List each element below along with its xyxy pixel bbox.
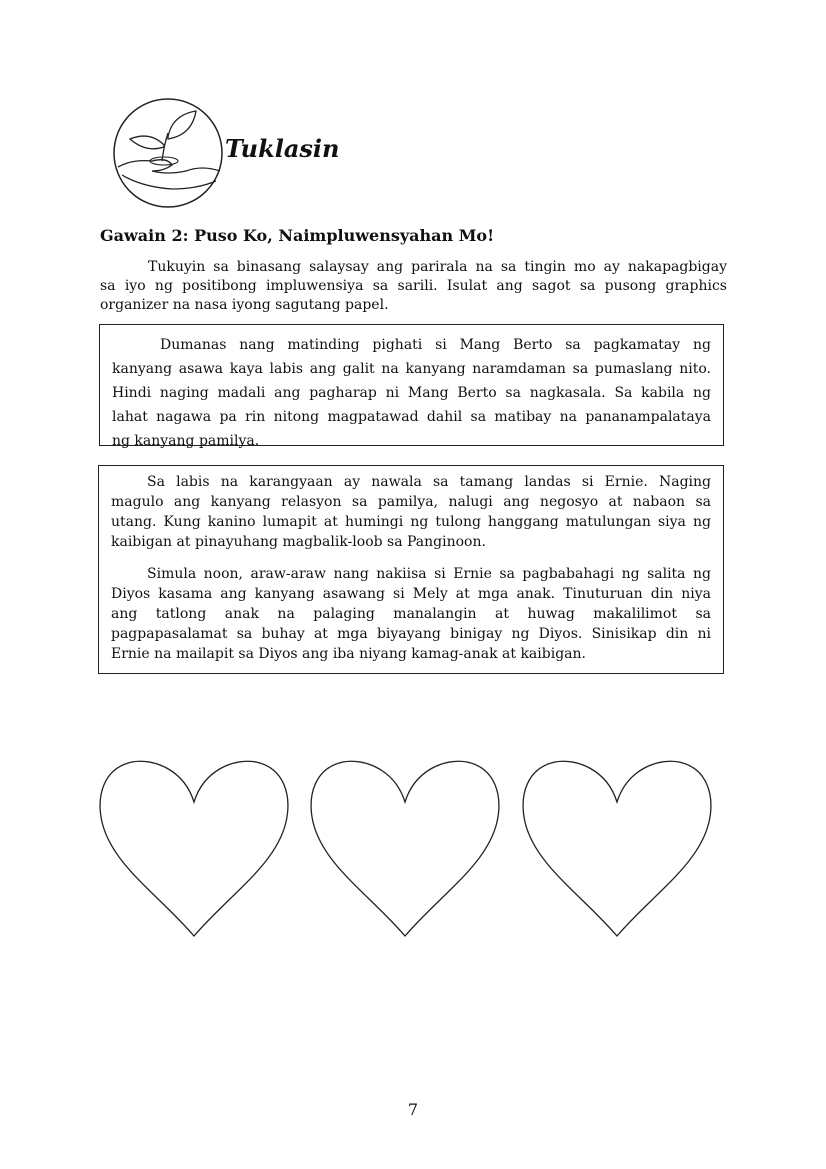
story-line: ng kanyang pamilya. <box>112 433 260 449</box>
story-line: pagpapasalamat sa buhay at mga biyayang binigay ng Diyos. Sinisikap din ni <box>111 626 711 642</box>
story-box-1 <box>99 324 724 449</box>
story-line: Ernie na mailapit sa Diyos ang iba niyang kamag-anak at kaibigan. <box>111 646 586 662</box>
story-paragraph <box>111 564 711 664</box>
instructions <box>100 258 727 315</box>
story-line: Hindi naging madali ang pagharap ni Mang Berto sa nagkasala. Sa kabila ng <box>112 385 711 401</box>
instruction-line: organizer na nasa iyong sagutang papel. <box>100 297 389 313</box>
story-line: Sa labis na karangyaan ay nawala sa tamang landas si Ernie. Naging <box>147 474 711 490</box>
story-line: Diyos kasama ang kanyang asawang si Mely at mga anak. Tinuturuan din niya <box>111 586 711 602</box>
story-line: utang. Kung kanino lumapit at humingi ng tulong hanggang matulungan siya ng <box>111 514 711 530</box>
heart-answer-shape <box>100 761 288 936</box>
hand-holding-plant-icon <box>112 97 224 209</box>
story-line: ang tatlong anak na palaging manalangin at huwag makalilimot sa <box>111 606 711 622</box>
story-line: kanyang asawa kaya labis ang galit na kanyang naramdaman sa pumaslang nito. <box>112 361 711 377</box>
instruction-line: Tukuyin sa binasang salaysay ang parirala na sa tingin mo ay nakapagbigay <box>148 259 727 275</box>
activity-heading: Gawain 2: Puso Ko, Naimpluwensyahan Mo! <box>100 226 495 245</box>
story-line: magulo ang kanyang relasyon sa pamilya, nalugi ang negosyo at nabaon sa <box>111 494 711 510</box>
story-line: Simula noon, araw-araw nang nakiisa si Ernie sa pagbabahagi ng salita ng <box>147 566 711 582</box>
story-line: kaibigan at pinayuhang magbalik-loob sa Panginoon. <box>111 534 486 550</box>
heart-answer-shape <box>523 761 711 936</box>
section-title: Tuklasin <box>225 134 340 163</box>
story-line: lahat nagawa pa rin nitong magpatawad dahil sa matibay na pananampalataya <box>112 409 711 425</box>
heart-graphic-organizer <box>0 750 826 950</box>
story-line: Dumanas nang matinding pighati si Mang Berto sa pagkamatay ng <box>160 337 711 353</box>
page-number: 7 <box>407 1100 419 1119</box>
instruction-line: sa iyo ng positibong impluwensiya sa sarili. Isulat ang sagot sa pusong graphics <box>100 278 727 294</box>
story-box-2 <box>98 465 724 674</box>
story-paragraph <box>111 472 711 552</box>
heart-answer-shape <box>311 761 499 936</box>
